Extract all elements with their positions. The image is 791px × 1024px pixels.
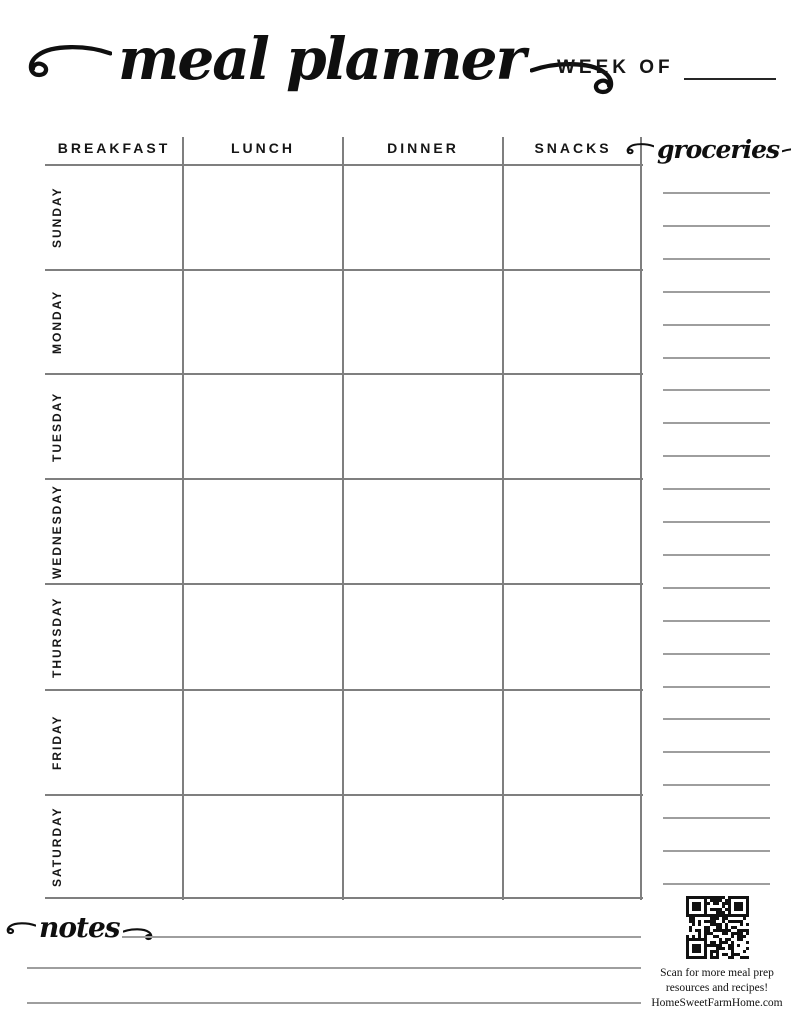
row-divider bbox=[45, 583, 643, 585]
cell-wednesday-lunch[interactable] bbox=[186, 482, 340, 581]
cell-monday-dinner[interactable] bbox=[346, 273, 500, 371]
header-underline bbox=[45, 164, 643, 166]
row-divider bbox=[45, 897, 643, 899]
cell-wednesday-breakfast[interactable] bbox=[48, 482, 180, 581]
footer-website: HomeSweetFarmHome.com bbox=[651, 997, 783, 1009]
grocery-line[interactable] bbox=[663, 357, 770, 359]
cell-monday-lunch[interactable] bbox=[186, 273, 340, 371]
column-header-breakfast: BREAKFAST bbox=[57, 140, 171, 156]
day-label-sunday: SUNDAY bbox=[50, 186, 64, 249]
page-title-text: meal planner bbox=[118, 25, 525, 93]
column-divider bbox=[502, 137, 504, 900]
grocery-line[interactable] bbox=[663, 422, 770, 424]
flourish-right-icon bbox=[123, 927, 153, 942]
cell-friday-snacks[interactable] bbox=[506, 693, 638, 792]
grocery-line[interactable] bbox=[663, 718, 770, 720]
grocery-line[interactable] bbox=[663, 587, 770, 589]
flourish-right-icon bbox=[782, 147, 791, 161]
grocery-line[interactable] bbox=[663, 850, 770, 852]
footer-scan-line1: Scan for more meal prep bbox=[660, 967, 774, 979]
flourish-left-icon bbox=[26, 42, 112, 82]
week-of-blank-line[interactable] bbox=[684, 58, 776, 80]
grocery-line[interactable] bbox=[663, 521, 770, 523]
grocery-line[interactable] bbox=[663, 192, 770, 194]
flourish-left-icon bbox=[6, 921, 36, 936]
grocery-line[interactable] bbox=[663, 554, 770, 556]
cell-sunday-dinner[interactable] bbox=[346, 168, 500, 267]
cell-monday-snacks[interactable] bbox=[506, 273, 638, 371]
grocery-line[interactable] bbox=[663, 784, 770, 786]
cell-sunday-lunch[interactable] bbox=[186, 168, 340, 267]
column-header-snacks: SNACKS bbox=[534, 140, 612, 156]
qr-code-icon bbox=[686, 896, 749, 959]
row-divider bbox=[45, 269, 643, 271]
column-header-lunch: LUNCH bbox=[231, 140, 295, 156]
cell-friday-lunch[interactable] bbox=[186, 693, 340, 792]
grocery-line[interactable] bbox=[663, 488, 770, 490]
groceries-header bbox=[645, 128, 791, 170]
day-label-monday: MONDAY bbox=[50, 289, 64, 355]
cell-saturday-breakfast[interactable] bbox=[48, 798, 180, 895]
grocery-line[interactable] bbox=[663, 686, 770, 688]
cell-saturday-lunch[interactable] bbox=[186, 798, 340, 895]
row-divider bbox=[45, 478, 643, 480]
cell-friday-dinner[interactable] bbox=[346, 693, 500, 792]
notes-header bbox=[6, 902, 153, 954]
cell-saturday-dinner[interactable] bbox=[346, 798, 500, 895]
week-of-label: WEEK OF bbox=[557, 57, 674, 78]
grocery-line[interactable] bbox=[663, 291, 770, 293]
page-title bbox=[26, 8, 616, 116]
cell-thursday-snacks[interactable] bbox=[506, 587, 638, 687]
cell-thursday-breakfast[interactable] bbox=[48, 587, 180, 687]
day-label-friday: FRIDAY bbox=[50, 714, 64, 771]
grocery-line[interactable] bbox=[663, 455, 770, 457]
footer-scan-line2: resources and recipes! bbox=[665, 982, 769, 994]
day-label-wednesday: WEDNESDAY bbox=[50, 484, 64, 579]
row-divider bbox=[45, 794, 643, 796]
cell-saturday-snacks[interactable] bbox=[506, 798, 638, 895]
grocery-line[interactable] bbox=[663, 258, 770, 260]
grocery-line[interactable] bbox=[663, 389, 770, 391]
cell-wednesday-snacks[interactable] bbox=[506, 482, 638, 581]
cell-tuesday-snacks[interactable] bbox=[506, 377, 638, 476]
grocery-line[interactable] bbox=[663, 883, 770, 885]
row-divider bbox=[45, 689, 643, 691]
cell-monday-breakfast[interactable] bbox=[48, 273, 180, 371]
cell-friday-breakfast[interactable] bbox=[48, 693, 180, 792]
cell-tuesday-dinner[interactable] bbox=[346, 377, 500, 476]
footer-text bbox=[643, 966, 791, 1011]
grocery-line[interactable] bbox=[663, 817, 770, 819]
grocery-line[interactable] bbox=[663, 751, 770, 753]
day-label-thursday: THURSDAY bbox=[50, 596, 64, 678]
column-divider bbox=[182, 137, 184, 900]
cell-tuesday-breakfast[interactable] bbox=[48, 377, 180, 476]
notes-title: notes bbox=[39, 911, 120, 944]
grocery-line[interactable] bbox=[663, 225, 770, 227]
column-header-dinner: DINNER bbox=[387, 140, 459, 156]
notes-line[interactable] bbox=[122, 936, 641, 938]
cell-thursday-lunch[interactable] bbox=[186, 587, 340, 687]
grocery-line[interactable] bbox=[663, 620, 770, 622]
notes-line[interactable] bbox=[27, 967, 641, 969]
column-divider bbox=[640, 137, 642, 900]
cell-sunday-breakfast[interactable] bbox=[48, 168, 180, 267]
cell-tuesday-lunch[interactable] bbox=[186, 377, 340, 476]
flourish-left-icon bbox=[626, 142, 654, 156]
grocery-line[interactable] bbox=[663, 324, 770, 326]
cell-wednesday-dinner[interactable] bbox=[346, 482, 500, 581]
cell-thursday-dinner[interactable] bbox=[346, 587, 500, 687]
cell-sunday-snacks[interactable] bbox=[506, 168, 638, 267]
column-divider bbox=[342, 137, 344, 900]
notes-line[interactable] bbox=[27, 1002, 641, 1004]
day-label-saturday: SATURDAY bbox=[50, 806, 64, 887]
day-label-tuesday: TUESDAY bbox=[50, 391, 64, 462]
grocery-line[interactable] bbox=[663, 653, 770, 655]
week-of-field bbox=[557, 58, 776, 80]
groceries-title: groceries bbox=[656, 134, 780, 164]
row-divider bbox=[45, 373, 643, 375]
